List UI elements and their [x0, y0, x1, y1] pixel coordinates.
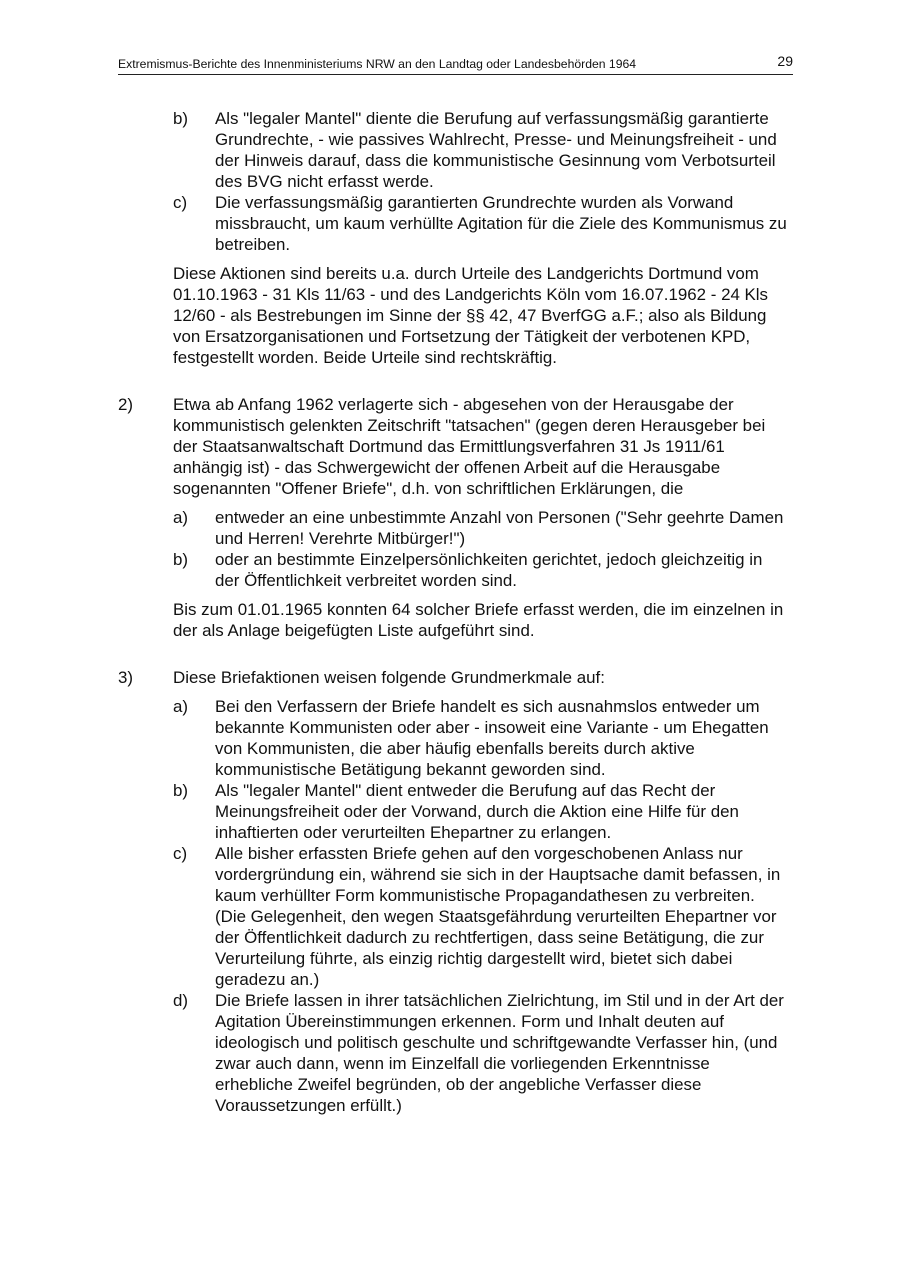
list-text: Die verfassungsmäßig garantierten Grundrechte wurden als Vorwand missbraucht, um kaum verhüllte Agitation für die Ziele des Kommunismus zu betreiben. — [215, 193, 787, 254]
section-3 — [118, 667, 790, 688]
list-item — [118, 549, 790, 591]
paragraph: Bis zum 01.01.1965 konnten 64 solcher Briefe erfasst werden, die im einzelnen in der als Anlage beigefügten Liste aufgeführt sind. — [173, 600, 784, 640]
section-text: Diese Briefaktionen weisen folgende Grundmerkmale auf: — [173, 668, 605, 687]
list-item — [118, 507, 790, 549]
list-item — [118, 990, 790, 1116]
list-text: Als "legaler Mantel" dient entweder die Berufung auf das Recht der Meinungsfreiheit oder der Vorwand, durch die Aktion eine Hilfe für den inhaftierten oder verurteilten Ehepartner zu erlangen. — [215, 781, 739, 842]
list-text: Alle bisher erfassten Briefe gehen auf den vorgeschobenen Anlass nur vordergründung ein, während sie sich in der Hauptsache damit befassen, in kaum verhüllter Form kommunistische Propagandathesen zu verbreiten. (Die Gelegenheit, den wegen Staatsgefährdung verurteilten Ehepartner vor der Öffentlichkeit dadurch zu rechtfertigen, dass seine Betätigung, die zur Verurteilung führte, als einzig richtig dargestellt wird, bietet sich dabei geradezu an.) — [215, 844, 781, 989]
list-letter: d) — [173, 991, 189, 1010]
list-item — [118, 696, 790, 780]
list-letter: c) — [173, 193, 188, 212]
list-text: entweder an eine unbestimmte Anzahl von Personen ("Sehr geehrte Damen und Herren! Verehrte Mitbürger!") — [215, 508, 784, 548]
list-text: oder an bestimmte Einzelpersönlichkeiten gerichtet, jedoch gleichzeitig in der Öffentlichkeit verbreitet worden sind. — [215, 550, 763, 590]
list-item — [118, 780, 790, 843]
section-text: Etwa ab Anfang 1962 verlagerte sich - abgesehen von der Herausgabe der kommunistisch gelenkten Zeitschrift "tatsachen" (gegen deren Herausgeber bei der Staatsanwaltschaft Dortmund das Ermittlungsverfahren 31 Js 1911/61 anhängig ist) - das Schwergewicht der offenen Arbeit auf die Herausgabe sogenannten "Offener Briefe", d.h. von schriftlichen Erklärungen, die — [173, 395, 766, 498]
list-letter: b) — [173, 781, 189, 800]
list-letter: b) — [173, 550, 189, 569]
section-number: 2) — [118, 395, 134, 414]
section-number: 3) — [118, 668, 134, 687]
list-text: Bei den Verfassern der Briefe handelt es sich ausnahmslos entweder um bekannte Kommunisten oder aber - insoweit eine Variante - um Ehegatten von Kommunisten, die aber häufig ebenfalls bereits durch aktive kommunistische Betätigung bekannt geworden sind. — [215, 697, 769, 779]
list-text: Als "legaler Mantel" diente die Berufung auf verfassungsmäßig garantierte Grundrechte, - wie passives Wahlrecht, Presse- und Meinungsfreiheit - und der Hinweis darauf, dass die kommunistische Gesinnung vom Verbotsurteil des BVG nicht erfasst werde. — [215, 109, 777, 191]
list-letter: c) — [173, 844, 188, 863]
list-item — [118, 192, 790, 255]
paragraph: Diese Aktionen sind bereits u.a. durch Urteile des Landgerichts Dortmund vom 01.10.1963 - 31 Kls 11/63 - und des Landgerichts Köln vom 16.07.1962 - 24 Kls 12/60 - als Bestrebungen im Sinne der §§ 42, 47 BverfGG a.F.; also als Bildung von Ersatzorganisationen und Fortsetzung der Tätigkeit der verbotenen KPD, festgestellt worden. Beide Urteile sind rechtskräftig. — [173, 264, 769, 367]
list-text: Die Briefe lassen in ihrer tatsächlichen Zielrichtung, im Stil und in der Art der Agitation Übereinstimmungen erkennen. Form und Inhalt deuten auf ideologisch und politisch geschulte und schriftgewandte Verfasser hin, (und zwar auch dann, wenn im Einzelfall die vorliegenden Erkenntnisse erhebliche Zweifel begründen, ob der angebliche Verfasser diese Voraussetzungen erfüllt.) — [215, 991, 784, 1115]
page-number: 29 — [777, 53, 793, 69]
list-letter: b) — [173, 109, 189, 128]
header-title: Extremismus-Berichte des Innenministeriums NRW an den Landtag oder Landesbehörden 1964 — [118, 57, 637, 71]
list-letter: a) — [173, 697, 189, 716]
section-2 — [118, 394, 790, 499]
page-header — [118, 54, 793, 75]
list-item — [118, 843, 790, 990]
list-item — [118, 108, 790, 192]
document-body — [118, 108, 790, 1116]
list-letter: a) — [173, 508, 189, 527]
